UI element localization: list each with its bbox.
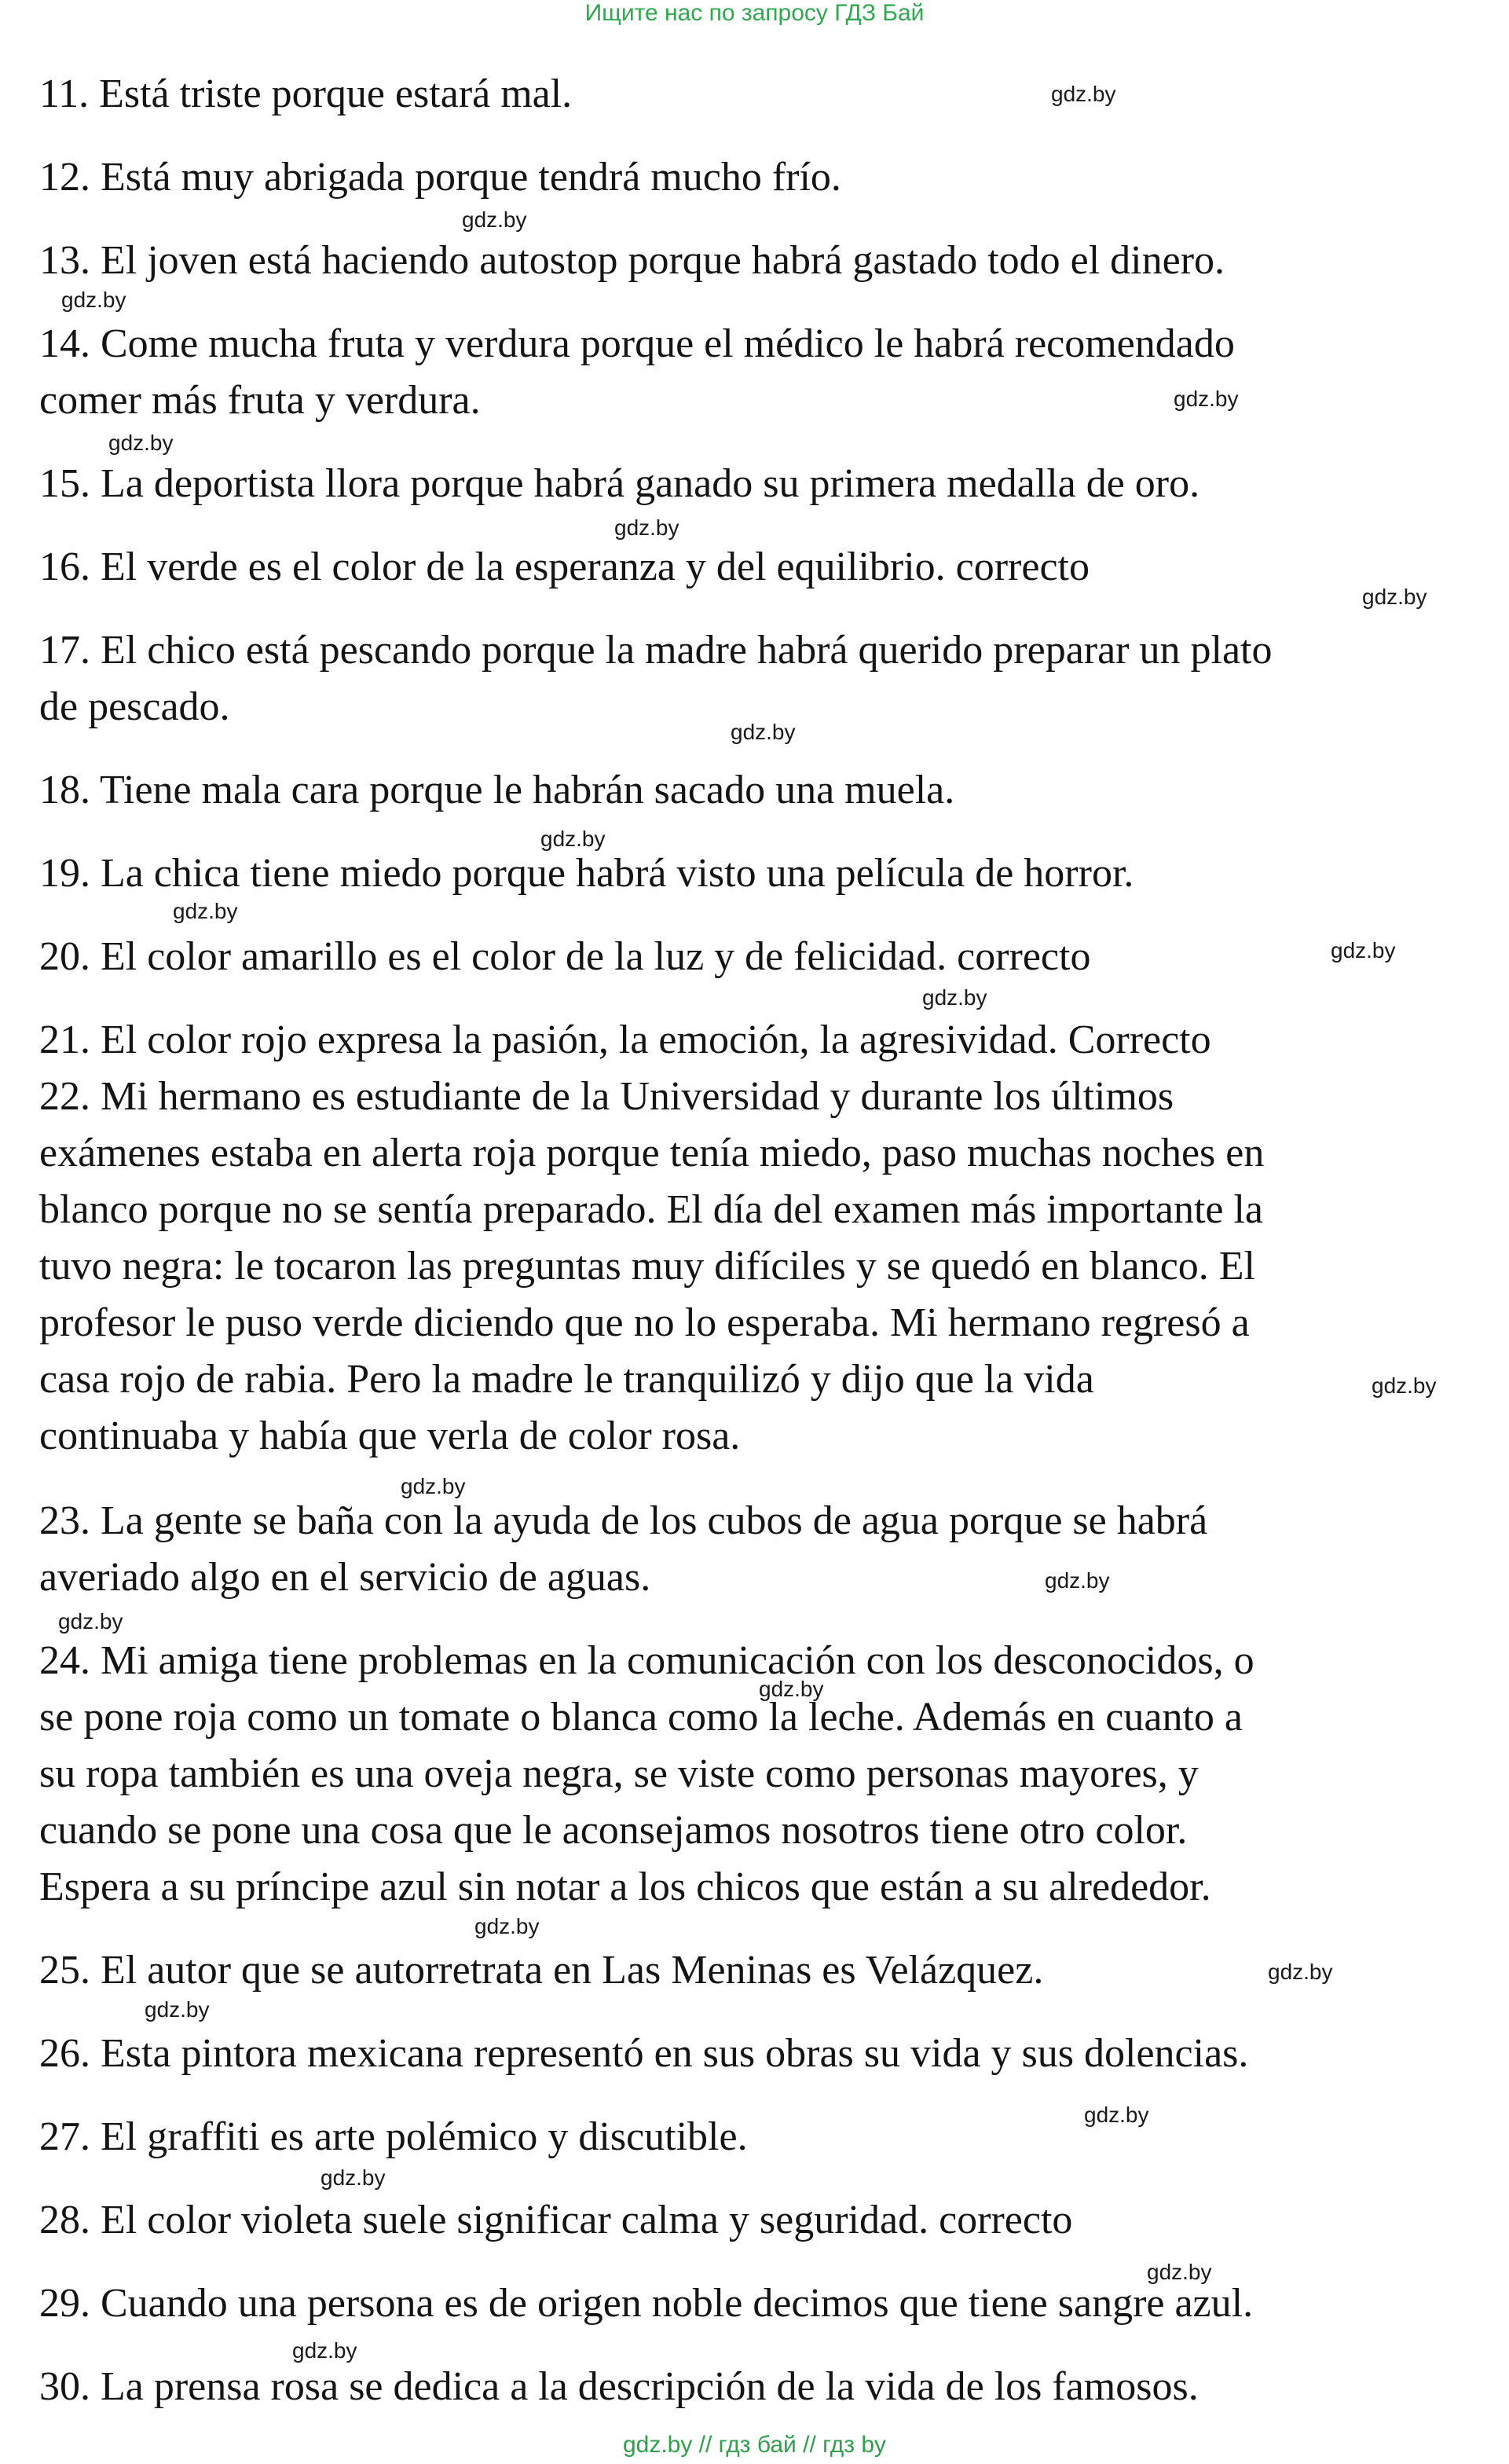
watermark: gdz.by	[474, 1914, 540, 1938]
watermark: gdz.by	[1174, 387, 1239, 411]
answer-line: 21. El color rojo expresa la pasión, la emoción, la agresividad. Correcto	[39, 1018, 1211, 1062]
watermark: gdz.by	[173, 899, 238, 923]
watermark: gdz.by	[108, 431, 174, 455]
answer-line: 17. El chico está pescando porque la madre habrá querido preparar un plato	[39, 628, 1273, 673]
watermark: gdz.by	[1362, 585, 1427, 609]
watermark: gdz.by	[1051, 82, 1116, 106]
answer-line: 12. Está muy abrigada porque tendrá mucho frío.	[39, 155, 841, 200]
watermark: gdz.by	[759, 1677, 824, 1701]
answer-line: 30. La prensa rosa se dedica a la descripción de la vida de los famosos.	[39, 2364, 1199, 2409]
answer-line: 22. Mi hermano es estudiante de la Universidad y durante los últimos	[39, 1074, 1174, 1119]
answer-line: 27. El graffiti es arte polémico y discutible.	[39, 2114, 748, 2159]
watermark: gdz.by	[540, 827, 606, 851]
answer-line: continuaba y había que verla de color rosa.	[39, 1414, 741, 1458]
watermark: gdz.by	[1331, 938, 1396, 962]
page-footer-banner: gdz.by // гдз бай // гдз by	[622, 2432, 887, 2458]
answer-line: cuando se pone una cosa que le aconsejamos nosotros tiene otro color.	[39, 1808, 1188, 1853]
answer-line: 24. Mi amiga tiene problemas en la comunicación con los desconocidos, o	[39, 1638, 1254, 1683]
answer-line: de pescado.	[39, 684, 230, 729]
watermark: gdz.by	[1084, 2103, 1149, 2127]
answer-line: comer más fruta y verdura.	[39, 378, 481, 423]
answer-line: 15. La deportista llora porque habrá ganado su primera medalla de oro.	[39, 461, 1200, 506]
answer-line: 26. Esta pintora mexicana representó en sus obras su vida y sus dolencias.	[39, 2031, 1249, 2076]
watermark: gdz.by	[401, 1474, 466, 1498]
answer-line: 18. Tiene mala cara porque le habrán sacado una muela.	[39, 768, 955, 812]
watermark: gdz.by	[922, 985, 987, 1010]
answer-line: exámenes estaba en alerta roja porque tenía miedo, paso muchas noches en	[39, 1131, 1265, 1175]
answer-line: 29. Cuando una persona es de origen noble decimos que tiene sangre azul.	[39, 2281, 1254, 2326]
answer-line: 14. Come mucha fruta y verdura porque el médico le habrá recomendado	[39, 321, 1235, 366]
answer-line: Espera a su príncipe azul sin notar a los chicos que están a su alrededor.	[39, 1864, 1211, 1909]
answer-line: tuvo negra: le tocaron las preguntas muy difíciles y se quedó en blanco. El	[39, 1244, 1255, 1289]
answer-line: casa rojo de rabia. Pero la madre le tranquilizó y dijo que la vida	[39, 1357, 1094, 1402]
answer-line: 13. El joven está haciendo autostop porque habrá gastado todo el dinero.	[39, 238, 1225, 283]
answer-line: averiado algo en el servicio de aguas.	[39, 1555, 651, 1600]
watermark: gdz.by	[1268, 1960, 1333, 1984]
answer-line: 11. Está triste porque estará mal.	[39, 72, 573, 116]
answer-line: 23. La gente se baña con la ayuda de los cubos de agua porque se habrá	[39, 1498, 1208, 1543]
watermark: gdz.by	[1045, 1568, 1110, 1593]
watermark: gdz.by	[58, 1609, 123, 1634]
watermark: gdz.by	[1372, 1373, 1437, 1398]
answer-line: 25. El autor que se autorretrata en Las Meninas es Velázquez.	[39, 1948, 1044, 1993]
answer-line: blanco porque no se sentía preparado. El día del examen más importante la	[39, 1187, 1263, 1232]
watermark: gdz.by	[61, 288, 126, 312]
answer-line: 16. El verde es el color de la esperanza y del equilibrio. correcto	[39, 544, 1090, 589]
page-header-banner: Ищите нас по запросу ГДЗ Бай	[584, 0, 925, 26]
watermark: gdz.by	[462, 207, 527, 232]
watermark: gdz.by	[614, 515, 679, 540]
watermark: gdz.by	[292, 2338, 357, 2363]
answer-line: 20. El color amarillo es el color de la luz y de felicidad. correcto	[39, 934, 1091, 979]
answer-line: 19. La chica tiene miedo porque habrá visto una película de horror.	[39, 851, 1134, 896]
answer-line: se pone roja como un tomate o blanca como la leche. Además en cuanto a	[39, 1695, 1243, 1740]
watermark: gdz.by	[320, 2165, 386, 2190]
watermark: gdz.by	[145, 1997, 210, 2022]
answer-line: su ropa también es una oveja negra, se viste como personas mayores, y	[39, 1751, 1199, 1796]
watermark: gdz.by	[1147, 2260, 1212, 2284]
answer-line: profesor le puso verde diciendo que no lo esperaba. Mi hermano regresó a	[39, 1300, 1250, 1345]
answer-line: 28. El color violeta suele significar calma y seguridad. correcto	[39, 2198, 1073, 2242]
watermark: gdz.by	[731, 720, 796, 744]
